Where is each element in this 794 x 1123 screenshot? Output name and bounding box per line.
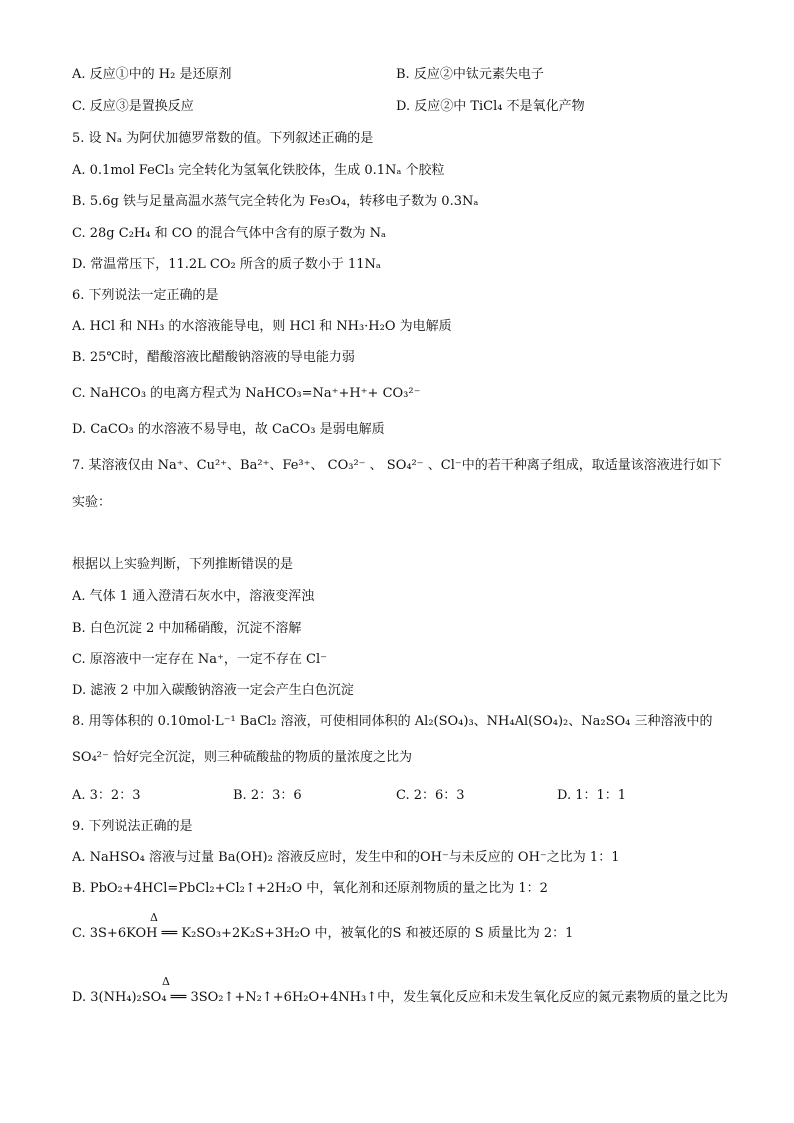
- q4-option-d: D. 反应②中 TiCl₄ 不是氧化产物: [396, 99, 585, 114]
- q6-option-b: B. 25℃时，醋酸溶液比醋酸钠溶液的导电能力弱: [72, 350, 355, 365]
- q5-option-d: D. 常温常压下，11.2L CO₂ 所含的质子数小于 11Nₐ: [72, 257, 381, 272]
- q9-d-heat-mark: Δ: [162, 975, 170, 988]
- q9-option-d: D. 3(NH₄)₂SO₄ ══ 3SO₂↑+N₂↑+6H₂O+4NH₃↑中，发生氧化反应和未发生氧化反应的氮元素物质的量之比为: [72, 990, 729, 1005]
- q5-option-a: A. 0.1mol FeCl₃ 完全转化为氢氧化铁胶体，生成 0.1Nₐ 个胶粒: [72, 163, 445, 178]
- q8-option-c: C. 2：6：3: [396, 788, 465, 803]
- q8-option-d: D. 1：1：1: [557, 788, 627, 803]
- q8-option-a: A. 3：2：3: [72, 788, 141, 803]
- q9-option-c: C. 3S+6KOH ══ K₂SO₃+2K₂S+3H₂O 中，被氧化的S 和被还原的 S 质量比为 2：1: [72, 926, 574, 941]
- q9-option-b: B. PbO₂+4HCl=PbCl₂+Cl₂↑+2H₂O 中，氧化剂和还原剂物质的量之比为 1：2: [72, 881, 548, 896]
- q6-option-c: C. NaHCO₃ 的电离方程式为 NaHCO₃=Na⁺+H⁺+ CO₃²⁻: [72, 386, 421, 401]
- q9-option-a: A. NaHSO₄ 溶液与过量 Ba(OH)₂ 溶液反应时，发生中和的OH⁻与未反应的 OH⁻之比为 1：1: [72, 850, 620, 865]
- q7-option-a: A. 气体 1 通入澄清石灰水中，溶液变浑浊: [72, 589, 315, 604]
- q5-stem: 5. 设 Nₐ 为阿伏加德罗常数的值。下列叙述正确的是: [72, 131, 374, 146]
- q8-stem-cont: SO₄²⁻ 恰好完全沉淀，则三种硫酸盐的物质的量浓度之比为: [72, 750, 412, 765]
- q7-option-d: D. 滤液 2 中加入碳酸钠溶液一定会产生白色沉淀: [72, 683, 354, 698]
- q4-option-a: A. 反应①中的 H₂ 是还原剂: [72, 67, 232, 82]
- q8-option-b: B. 2：3：6: [233, 788, 302, 803]
- q5-option-c: C. 28g C₂H₄ 和 CO 的混合气体中含有的原子数为 Nₐ: [72, 226, 386, 241]
- q6-stem: 6. 下列说法一定正确的是: [72, 288, 219, 303]
- q4-option-b: B. 反应②中钛元素失电子: [396, 67, 544, 82]
- q8-stem: 8. 用等体积的 0.10mol·L⁻¹ BaCl₂ 溶液，可使相同体积的 Al₂(SO₄)₃、NH₄Al(SO₄)₂、Na₂SO₄ 三种溶液中的: [72, 714, 713, 729]
- q7-stem-cont: 实验：: [72, 495, 112, 510]
- q9-stem: 9. 下列说法正确的是: [72, 819, 193, 834]
- q9-c-heat-mark: Δ: [150, 911, 158, 924]
- q5-option-b: B. 5.6g 铁与足量高温水蒸气完全转化为 Fe₃O₄，转移电子数为 0.3Nₐ: [72, 194, 479, 209]
- q6-option-a: A. HCl 和 NH₃ 的水溶液能导电，则 HCl 和 NH₃·H₂O 为电解质: [72, 319, 452, 334]
- q4-option-c: C. 反应③是置换反应: [72, 99, 194, 114]
- q7-intro: 根据以上实验判断，下列推断错误的是: [72, 557, 294, 572]
- q7-option-c: C. 原溶液中一定存在 Na⁺，一定不存在 Cl⁻: [72, 652, 327, 667]
- q7-stem: 7. 某溶液仅由 Na⁺、Cu²⁺、Ba²⁺、Fe³⁺、 CO₃²⁻ 、 SO₄²⁻ 、Cl⁻中的若干种离子组成，取适量该溶液进行如下: [72, 458, 722, 473]
- q7-option-b: B. 白色沉淀 2 中加稀硝酸，沉淀不溶解: [72, 621, 302, 636]
- q6-option-d: D. CaCO₃ 的水溶液不易导电，故 CaCO₃ 是弱电解质: [72, 422, 385, 437]
